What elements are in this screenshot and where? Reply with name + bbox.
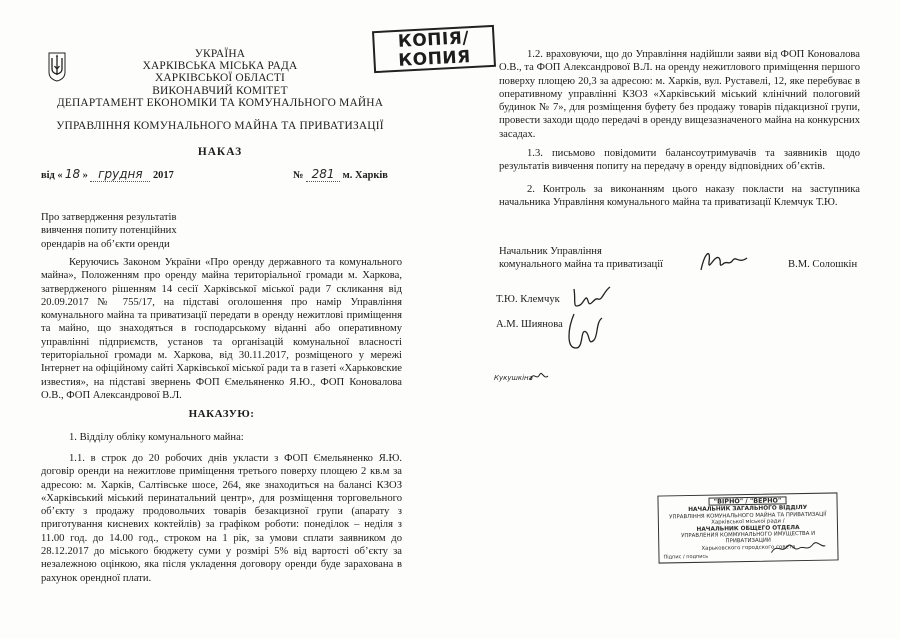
- item-2-paragraph: 2. Контроль за виконанням цього наказу покласти на заступника начальника Управління комунального майна та приватизації Клемчук Т.Ю.: [499, 184, 860, 209]
- preamble-paragraph: Керуючись Законом України «Про оренду державного та комунального майна», Положенням про оренду майна територіальної громади м. Харкова, затвердженого рішенням 14 сесії Харківської міської ради 7 скликання від 20.09.2017 № 755/17, на підставі оголошення про намір Управління комунального майна та приватизації передати в оренду нежитлові приміщення та майно, що знаходяться в господарському віданні або оперативному управлінні підприємств, установ та організацій комунальної власності територіальної громади м. Харкова, від 30.11.2017, розміщеного у мережі Інтернет на офіційному сайті Харківської міської ради та в газеті «Харьковские известия», на підставі звернень ФОП Ємельяненко Я.Ю., ФОП Коновалова О.В., ФОП Александрової В.Л.: [41, 257, 402, 401]
- stamp-signature-label: Підпис / подпись: [663, 553, 709, 561]
- item-1-heading: 1. Відділу обліку комунального майна:: [69, 432, 244, 443]
- subject-line-1: Про затвердження результатів: [41, 212, 177, 223]
- date-line: [41, 168, 174, 182]
- approver-2-signature-icon: [560, 308, 610, 354]
- order-title: НАКАЗ: [197, 146, 243, 158]
- header-department: ДЕПАРТАМЕНТ ЕКОНОМІКИ ТА КОМУНАЛЬНОГО МАЙНА: [56, 96, 384, 109]
- subject-line-2: вивчення попиту потенційних: [41, 225, 177, 237]
- stamp-virno: "ВІРНО" / "ВЕРНО": [709, 496, 787, 506]
- order-subject: [41, 211, 177, 251]
- order-heading: НАКАЗУЮ:: [188, 408, 255, 420]
- header-executive-committee: ВИКОНАВЧИЙ КОМІТЕТ: [152, 84, 288, 97]
- certified-copy-stamp: [657, 492, 838, 563]
- date-close-quote: »: [82, 170, 88, 181]
- number-sign: №: [293, 170, 304, 181]
- signatory-title-line-1: Начальник Управління: [499, 246, 602, 257]
- executor-signature-icon: [528, 368, 550, 384]
- header-city-council: ХАРКІВСЬКА МІСЬКА РАДА: [142, 60, 298, 73]
- stamp-line-5: УПРАВЛЕНИЯ КОММУНАЛЬНОГО ИМУЩЕСТВА И ПРИВАТИЗАЦИИ: [681, 530, 816, 545]
- date-day: 18: [64, 167, 81, 181]
- approver-2-name: А.М. Шиянова: [496, 319, 563, 330]
- head-signature-icon: [695, 246, 755, 276]
- signatory-title: [499, 245, 663, 272]
- stamp-line-3: Харківської міської ради /: [711, 518, 785, 526]
- stamp-line-2: УПРАВЛІННЯ КОМУНАЛЬНОГО МАЙНА ТА ПРИВАТИЗАЦІЇ: [669, 511, 827, 521]
- order-number: 281: [306, 168, 340, 182]
- executor-name-text: Кукушкіна: [494, 374, 533, 382]
- copy-stamp-line-2: КОПИЯ: [397, 47, 472, 71]
- date-month: грудня: [90, 168, 150, 182]
- approver-1-name: Т.Ю. Клемчук: [496, 294, 560, 305]
- stamp-signature-icon: [767, 538, 827, 559]
- copy-stamp: [372, 25, 496, 73]
- order-city: м. Харків: [342, 170, 388, 181]
- order-number-line: [293, 168, 388, 182]
- stamp-line-6: Харьковского городского совета: [701, 544, 796, 552]
- header-country: УКРАЇНА: [194, 48, 246, 60]
- stamp-line-1: НАЧАЛЬНИК ЗАГАЛЬНОГО ВІДДІЛУ: [688, 505, 808, 514]
- date-year: 2017: [152, 170, 174, 181]
- item-1-1-paragraph: 1.1. в строк до 20 робочих днів укласти з ФОП Ємельяненко Я.Ю. договір оренди на нежитлове приміщення третього поверху площею 2 кв.м за адресою: м. Харків, Салтівське шосе, 264, яке знаходиться на балансі КЗОЗ «Харківський міський перинатальний центр», для розміщення торговельного об’єкту з продажу продовольчих товарів безакцизної групи (апарату з приготування кисневих коктейлів) за графіком роботи: понеділок – неділя з 11.00 год. до 14.00 год., строком на 1 рік, за умови сплати заявником до 28.12.2017 до міського бюджету суми у розмірі 5% від вартості об’єкту за незалежною оцінкою, яка після укладення договору оренди буде зарахована в рахунок орендної плати.: [41, 453, 402, 584]
- item-1-2-paragraph: 1.2. враховуючи, що до Управління надійшли заяви від ФОП Коновалова О.В., та ФОП Александрової В.Л. на оренду нежитлового приміщення першого поверху площею 20,3 за адресою: м. Харків, вул. Руставелі, 12, яке перебуває в оперативному управлінні КЗОЗ «Харківський міський клінічний пологовий будинок № 7», для розміщення буфету без продажу товарів підакцизної групи, провести заходи щодо передачі в оренду вищезазначеного майна на конкурсних засадах.: [499, 49, 860, 140]
- header-directorate: УПРАВЛІННЯ КОМУНАЛЬНОГО МАЙНА ТА ПРИВАТИЗАЦІЇ: [56, 120, 384, 132]
- date-prefix: від «: [41, 170, 63, 181]
- subject-line-3: орендарів на об’єкти оренди: [41, 238, 170, 250]
- copy-stamp-line-1: КОПІЯ/: [397, 28, 470, 52]
- header-region: ХАРКІВСЬКОЇ ОБЛАСТІ: [154, 72, 286, 85]
- signatory-name: В.М. Солошкін: [788, 259, 858, 270]
- stamp-line-4: НАЧАЛЬНИК ОБЩЕГО ОТДЕЛА: [696, 524, 800, 533]
- signatory-title-line-2: комунального майна та приватизації: [499, 259, 664, 271]
- item-1-3-paragraph: 1.3. письмово повідомити балансоутримувачів та заявників щодо результатів вивчення попиту на передачу в оренду відповідних об’єктів.: [499, 148, 860, 173]
